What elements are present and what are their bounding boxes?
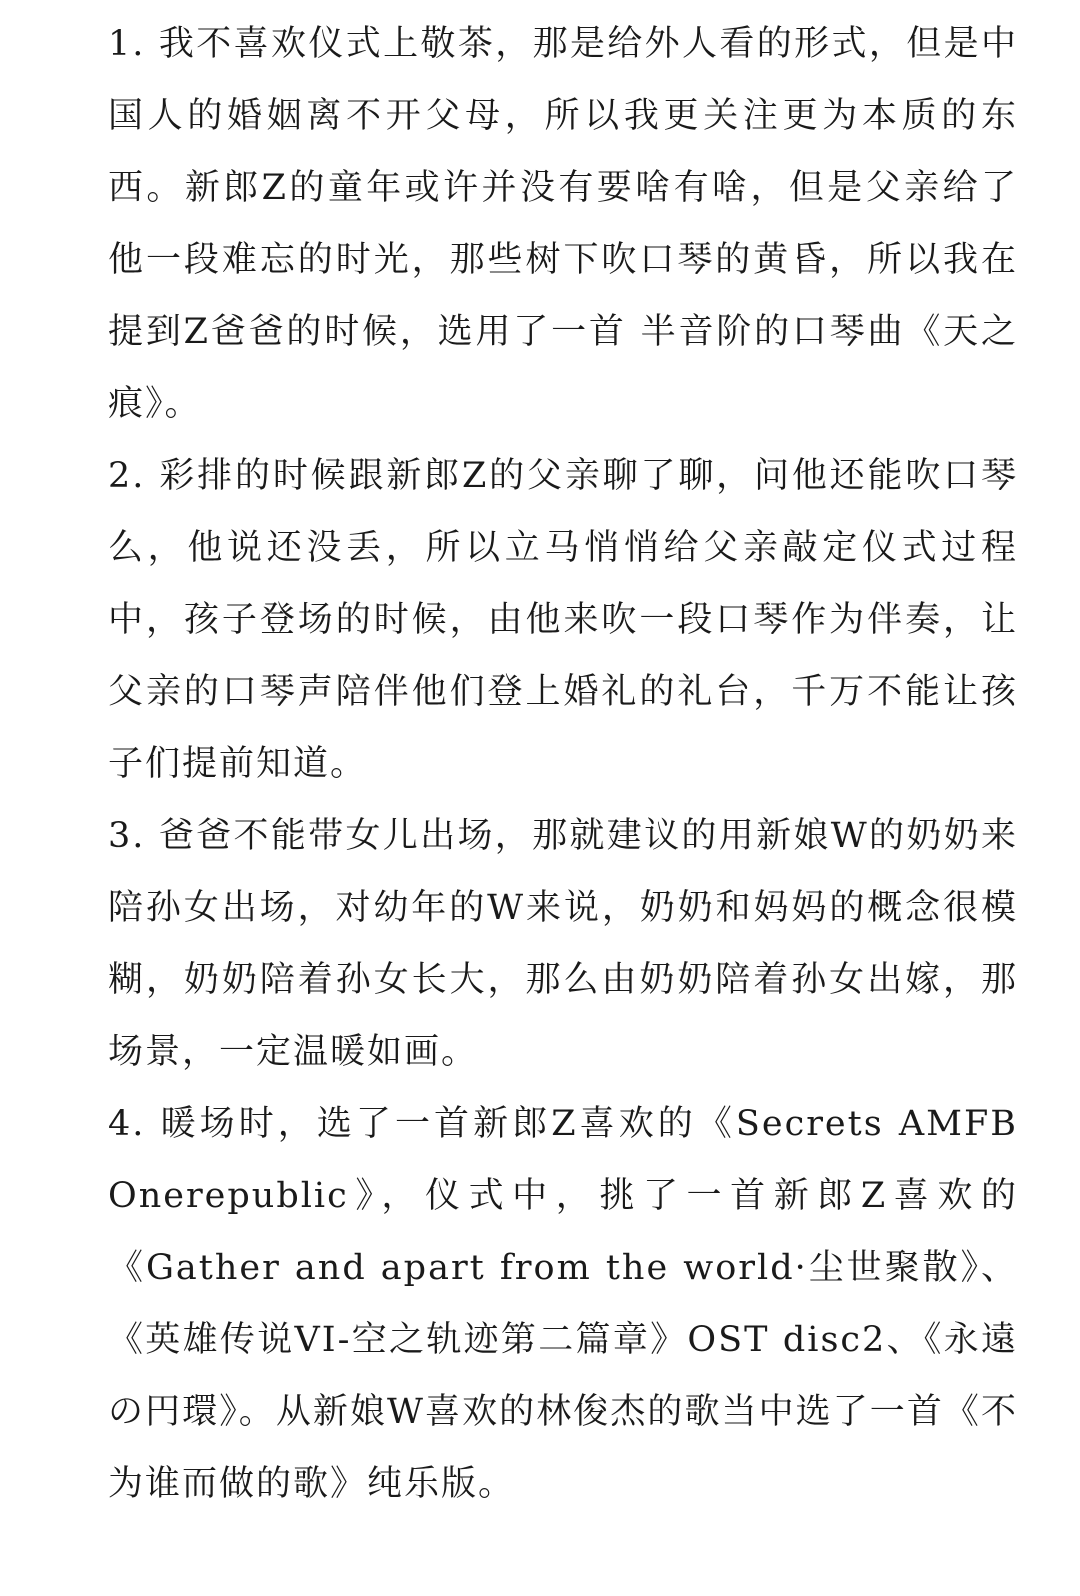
paragraph-3: 3. 爸爸不能带女儿出场，那就建议的用新娘W的奶奶来陪孙女出场，对幼年的W来说，奶奶和妈妈的概念很模糊，奶奶陪着孙女长大，那么由奶奶陪着孙女出嫁，那场景，一定温暖如画。 <box>108 816 1018 1072</box>
paragraph-4: 4. 暖场时，选了一首新郎Z喜欢的《Secrets AMFB Onerepublic》，仪式中，挑了一首新郎Z喜欢的《Gather and apart from the world·尘世聚散》、《英雄传说VI-空之轨迹第二篇章》OST disc2、《永遠の円環》。从新娘W喜欢的林俊杰的歌当中选了一首《不为谁而做的歌》纯乐版。 <box>108 1104 1018 1504</box>
paragraph-1: 1. 我不喜欢仪式上敬茶，那是给外人看的形式，但是中国人的婚姻离不开父母，所以我更关注更为本质的东西。新郎Z的童年或许并没有要啥有啥，但是父亲给了他一段难忘的时光，那些树下吹口琴的黄昏，所以我在提到Z爸爸的时候，选用了一首 半音阶的口琴曲《天之痕》。 <box>108 24 1018 424</box>
article-body <box>108 8 1018 1520</box>
paragraph-2: 2. 彩排的时候跟新郎Z的父亲聊了聊，问他还能吹口琴么，他说还没丢，所以立马悄悄给父亲敲定仪式过程中，孩子登场的时候，由他来吹一段口琴作为伴奏，让父亲的口琴声陪伴他们登上婚礼的礼台，千万不能让孩子们提前知道。 <box>108 456 1018 784</box>
